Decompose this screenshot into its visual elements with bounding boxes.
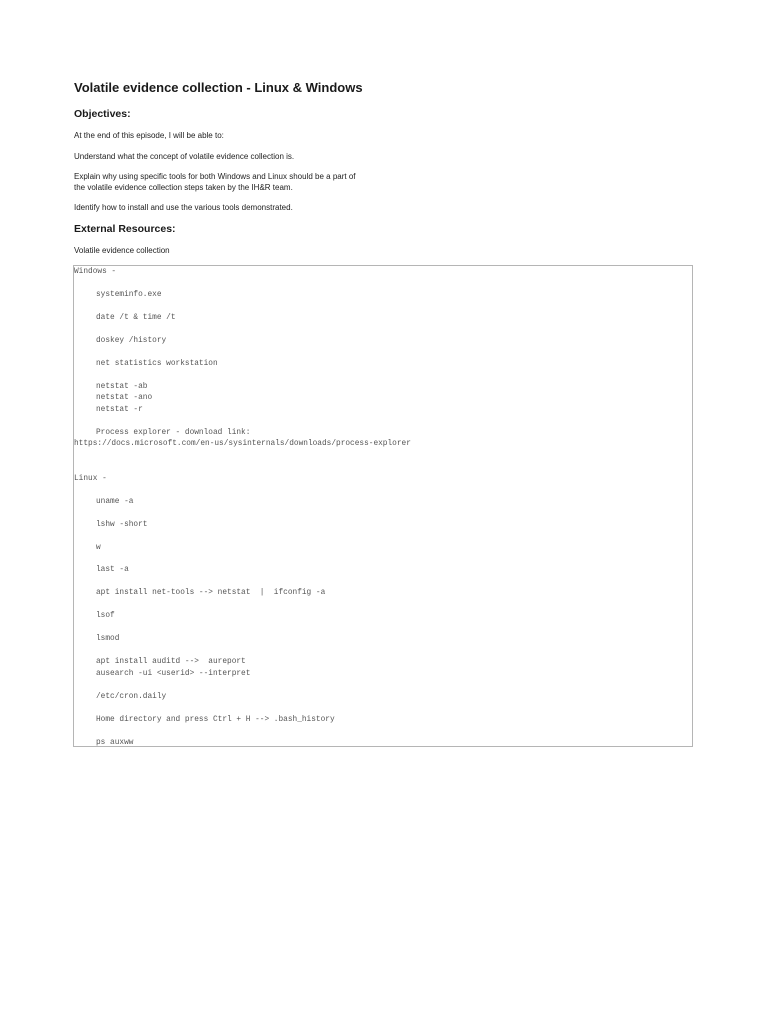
objective-item: Identify how to install and use the various tools demonstrated. <box>74 203 293 212</box>
objective-item-continued: the volatile evidence collection steps taken by the IH&R team. <box>74 183 293 192</box>
page-title: Volatile evidence collection - Linux & Windows <box>74 80 363 95</box>
code-line: Home directory and press Ctrl + H --> .bash_history <box>96 716 335 724</box>
code-line: uname -a <box>96 498 134 506</box>
objective-item: Explain why using specific tools for both Windows and Linux should be a part of <box>74 172 356 181</box>
code-line: lsmod <box>96 635 120 643</box>
code-link[interactable]: https://docs.microsoft.com/en-us/sysinternals/downloads/process-explorer <box>74 440 411 448</box>
resource-label: Volatile evidence collection <box>74 246 170 255</box>
code-line: last -a <box>96 566 129 574</box>
code-line: w <box>96 544 101 552</box>
code-line: apt install auditd --> aureport <box>96 658 246 666</box>
code-section-header-windows: Windows - <box>74 268 117 276</box>
code-line: lsof <box>96 612 115 620</box>
code-line: ausearch -ui <userid> --interpret <box>96 670 251 678</box>
code-line: apt install net-tools --> netstat | ifconfig -a <box>96 589 326 597</box>
code-line: lshw -short <box>96 521 148 529</box>
code-section-header-linux: Linux - <box>74 475 107 483</box>
code-line: Process explorer - download link: <box>96 429 251 437</box>
objective-item: Understand what the concept of volatile evidence collection is. <box>74 152 295 161</box>
code-line: netstat -r <box>96 406 143 414</box>
code-block[interactable] <box>73 265 693 747</box>
code-line: /etc/cron.daily <box>96 693 167 701</box>
code-line: doskey /history <box>96 337 167 345</box>
objectives-intro: At the end of this episode, I will be able to: <box>74 131 224 140</box>
code-line: netstat -ab <box>96 383 148 391</box>
code-line: systeminfo.exe <box>96 291 162 299</box>
objectives-heading: Objectives: <box>74 108 131 120</box>
code-line: ps auxww <box>96 739 134 747</box>
code-line: date /t & time /t <box>96 314 176 322</box>
code-line: netstat -ano <box>96 394 153 402</box>
external-resources-heading: External Resources: <box>74 223 176 235</box>
code-line: net statistics workstation <box>96 360 218 368</box>
